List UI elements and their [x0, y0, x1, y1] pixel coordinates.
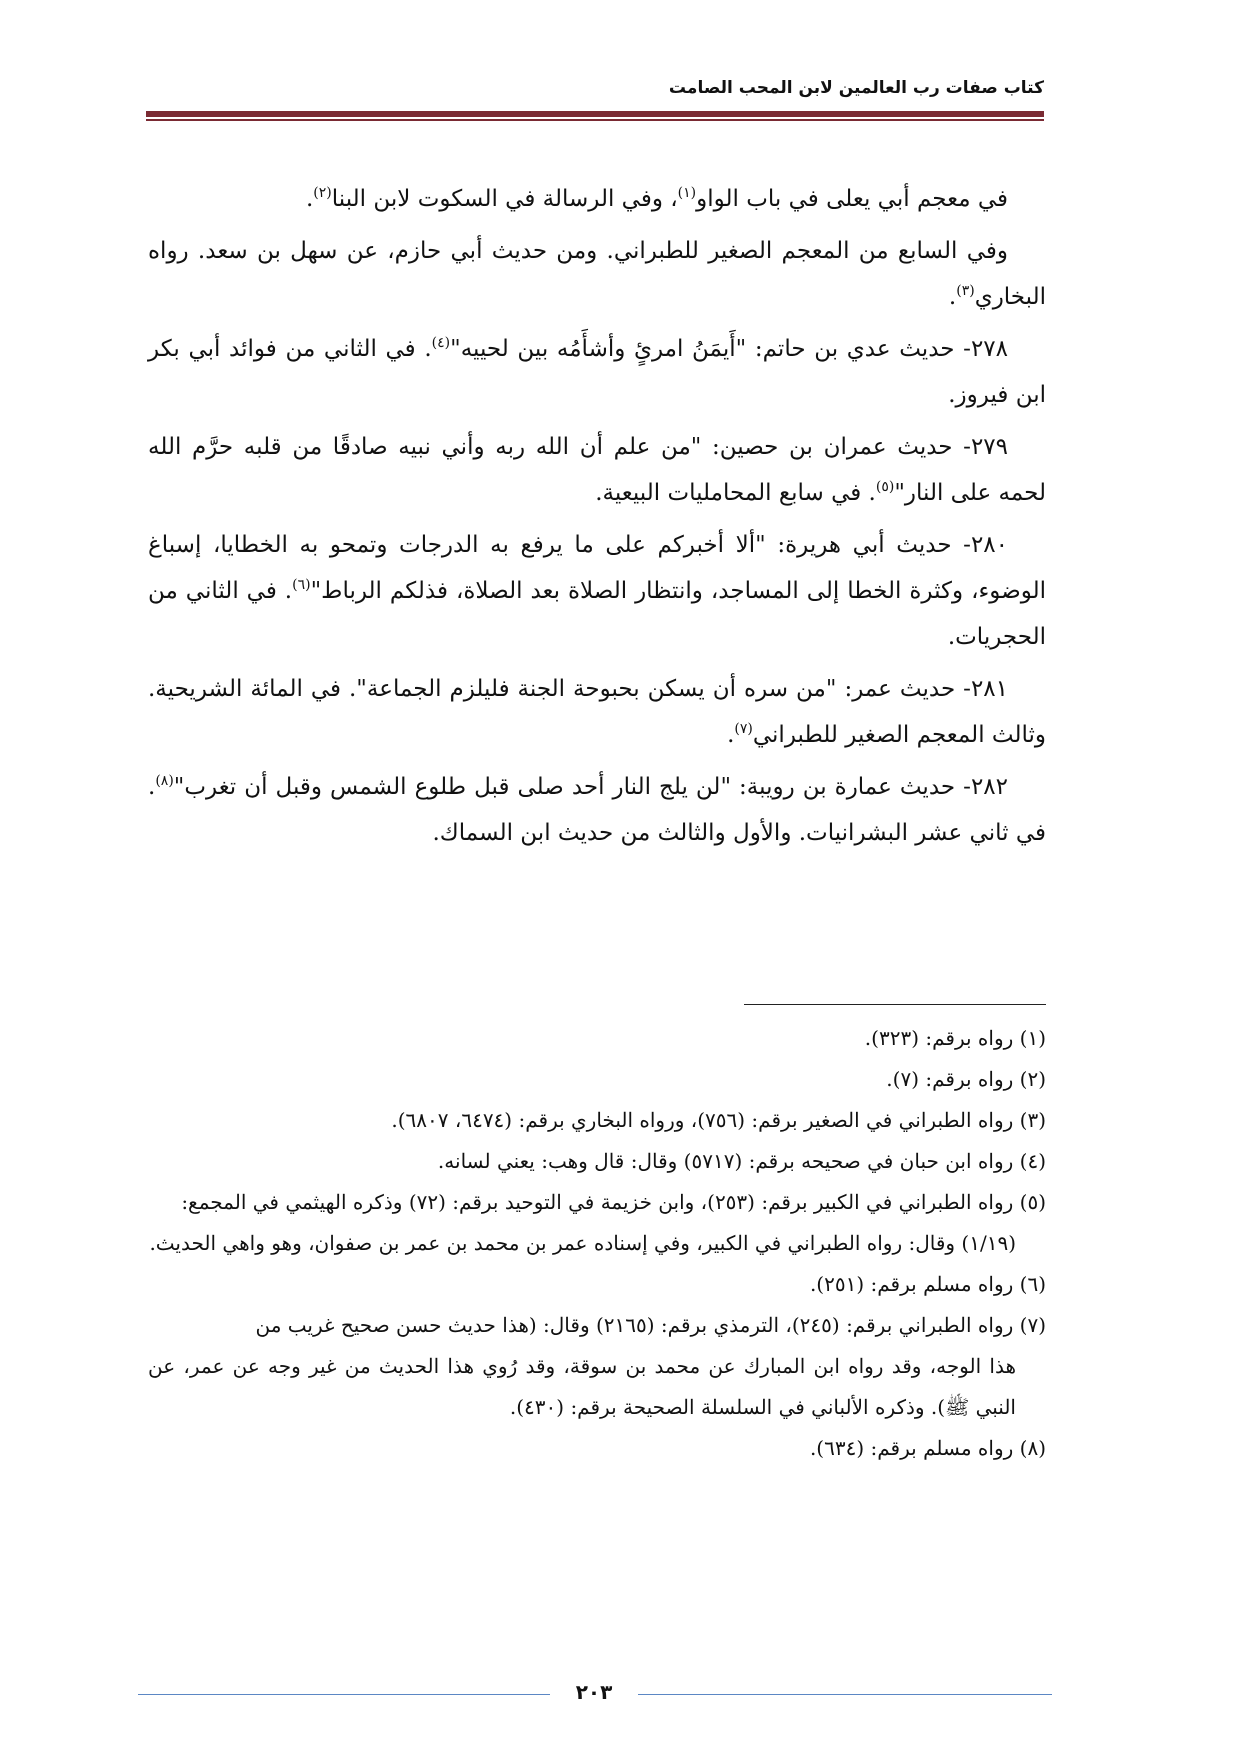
footnote-text: (٥) رواه الطبراني في الكبير برقم: (٢٥٣)، وابن خزيمة في التوحيد برقم: (٧٢) وذكره الهيثمي في المجمع:: [181, 1190, 1046, 1214]
footnote-8: [148, 1428, 1046, 1469]
header-rule-thin: [146, 119, 1044, 121]
footer-rule-right: [638, 1694, 1052, 1695]
hadith-279: [148, 424, 1046, 516]
footnote-ref[interactable]: (٨): [155, 773, 174, 789]
page-number: ٢٠٣: [575, 1680, 613, 1704]
text-run: ٢٨١- حديث عمر: "من سره أن يسكن بحبوحة الجنة فليلزم الجماعة". في المائة الشريحية. وثالث المعجم الصغير للطبراني: [148, 676, 1046, 748]
footnote-text: (٧) رواه الطبراني برقم: (٢٤٥)، الترمذي برقم: (٢١٦٥) وقال: (هذا حديث حسن صحيح غريب من: [255, 1313, 1046, 1337]
hadith-280: [148, 522, 1046, 660]
text-run: . في سابع المحامليات البيعية.: [595, 480, 876, 506]
running-header-title: كتاب صفات رب العالمين لابن المحب الصامت: [668, 78, 1044, 98]
text-run: . في الثاني من الحجريات.: [148, 578, 1046, 650]
footnote-1: [148, 1018, 1046, 1059]
text-run: . في ثاني عشر البشرانيات. والأول والثالث من حديث ابن السماك.: [148, 774, 1046, 846]
footnote-ref[interactable]: (١): [677, 185, 697, 201]
text-run: .: [948, 284, 957, 310]
footnote-5: [148, 1182, 1046, 1264]
text-run: ، وفي الرسالة في السكوت لابن البنا: [331, 186, 678, 212]
footnote-text: (٣) رواه الطبراني في الصغير برقم: (٧٥٦)، ورواه البخاري برقم: (٦٤٧٤، ٦٨٠٧).: [391, 1108, 1046, 1132]
footnote-text: (١) رواه برقم: (٣٢٣).: [864, 1026, 1046, 1050]
text-run: ٢٧٩- حديث عمران بن حصين: "من علم أن الله ربه وأني نبيه صادقًا من قلبه حرَّم الله لحمه على النار": [148, 434, 1046, 506]
footnote-2: [148, 1059, 1046, 1100]
footnote-ref[interactable]: (٤): [431, 335, 451, 351]
footnote-ref[interactable]: (٣): [956, 283, 975, 299]
footnote-continuation: (١/١٩) وقال: رواه الطبراني في الكبير، وفي إسناده عمر بن محمد بن عمر بن صفوان، وهو واهي الحديث.: [149, 1231, 1016, 1255]
footnote-continuation: هذا الوجه، وقد رواه ابن المبارك عن محمد بن سوقة، وقد رُوي هذا الحديث من غير وجه عن عمر، عن النبي ﷺ). وذكره الألباني في السلسلة الصحيحة برقم: (٤٣٠).: [148, 1354, 1017, 1419]
footnote-text: (٦) رواه مسلم برقم: (٢٥١).: [809, 1272, 1046, 1296]
footnote-separator: [744, 1004, 1046, 1005]
text-run: ٢٨٠- حديث أبي هريرة: "ألا أخبركم على ما يرفع به الدرجات وتمحو به الخطايا، إسباغ الوضوء، وكثرة الخطا إلى المساجد، وانتظار الصلاة بعد الصلاة، فذلكم الرباط": [148, 532, 1047, 604]
paragraph-2: [148, 228, 1046, 320]
footnote-ref[interactable]: (٧): [734, 721, 753, 737]
footnote-4: [148, 1141, 1046, 1182]
footer-rule-left: [138, 1694, 550, 1695]
footnotes: [148, 1018, 1046, 1469]
footnote-6: [148, 1264, 1046, 1305]
footnote-text: (٤) رواه ابن حبان في صحيحه برقم: (٥٧١٧) وقال: قال وهب: يعني لسانه.: [437, 1149, 1046, 1173]
hadith-282: [148, 764, 1046, 856]
footnote-ref[interactable]: (٥): [875, 479, 895, 495]
footnote-3: [148, 1100, 1046, 1141]
hadith-278: [148, 326, 1046, 418]
paragraph-1: [148, 176, 1046, 222]
text-run: في معجم أبي يعلى في باب الواو: [696, 186, 1008, 212]
footnote-ref[interactable]: (٢): [313, 185, 332, 201]
footnote-text: (٨) رواه مسلم برقم: (٦٣٤).: [809, 1436, 1046, 1460]
text-run: وفي السابع من المعجم الصغير للطبراني. ومن حديث أبي حازم، عن سهل بن سعد. رواه البخاري: [148, 238, 1046, 310]
footnote-text: (٢) رواه برقم: (٧).: [886, 1067, 1046, 1091]
footnote-7: [148, 1305, 1046, 1428]
text-run: .: [305, 186, 314, 212]
hadith-281: [148, 666, 1046, 758]
main-text: [148, 176, 1046, 862]
text-run: .: [727, 722, 735, 748]
text-run: ٢٨٢- حديث عمارة بن رويبة: "لن يلج النار أحد صلى قبل طلوع الشمس وقبل أن تغرب": [173, 774, 1008, 800]
text-run: ٢٧٨- حديث عدي بن حاتم: "أَيمَنُ امرئٍ وأشأَمُه بين لحييه": [450, 336, 1008, 362]
footnote-ref[interactable]: (٦): [292, 577, 311, 593]
header-rule-thick: [146, 111, 1044, 117]
text-run: . في الثاني من فوائد أبي بكر ابن فيروز.: [148, 336, 1046, 408]
